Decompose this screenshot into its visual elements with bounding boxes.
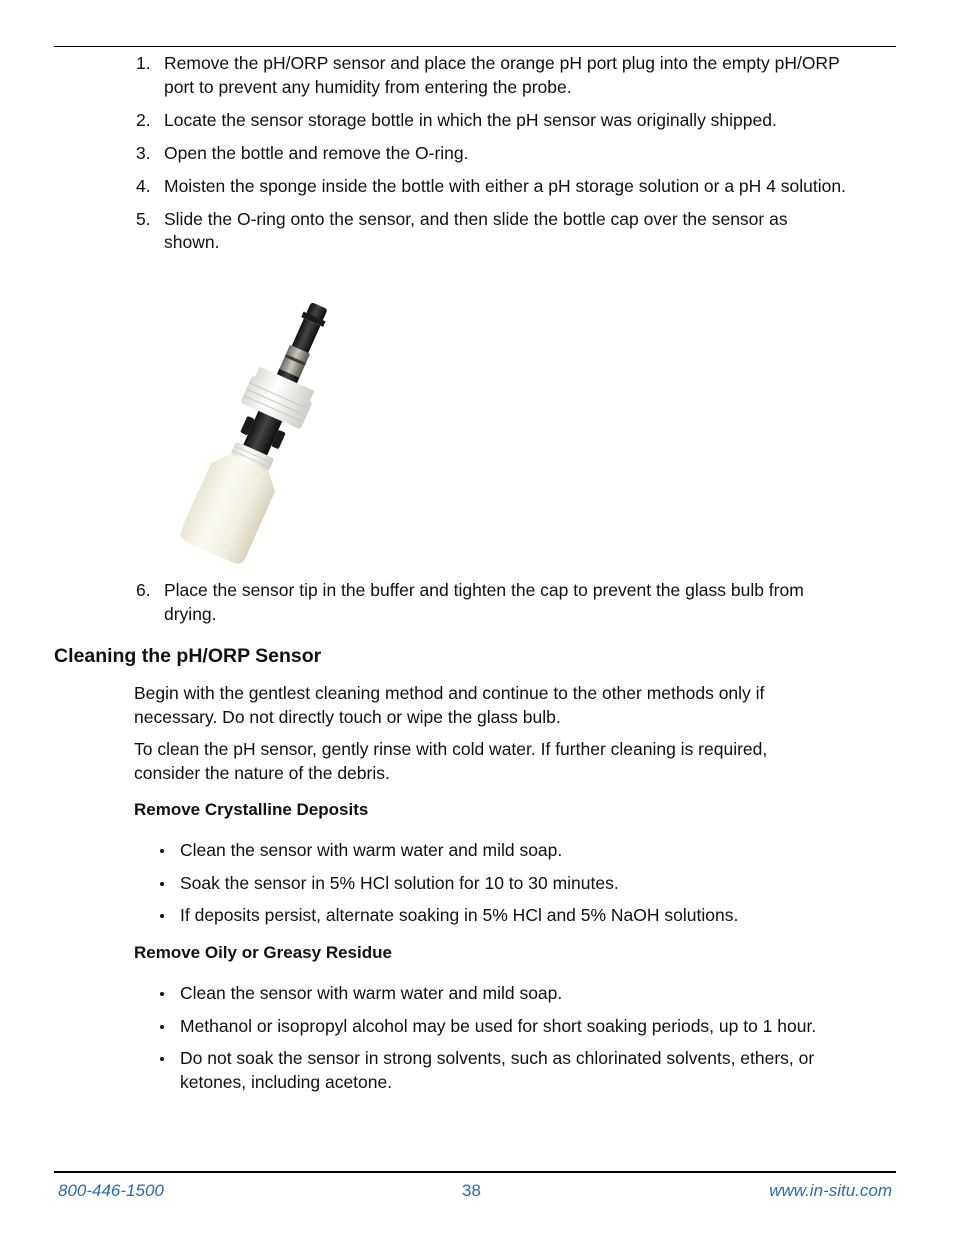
list-item (160, 1015, 860, 1039)
step-text: Locate the sensor storage bottle in which the pH sensor was originally shipped. (164, 109, 777, 130)
subsection-heading: Remove Oily or Greasy Residue (134, 943, 392, 962)
list-item (160, 1047, 860, 1094)
step-text: Remove the pH/ORP sensor and place the orange pH port plug into the empty pH/ORP port to prevent any humidity from entering the probe. (164, 53, 840, 97)
list-item (136, 208, 846, 255)
step-text: Open the bottle and remove the O-ring. (164, 142, 469, 163)
list-item (160, 872, 860, 896)
bullet-icon (160, 992, 164, 996)
bullet-text: Soak the sensor in 5% HCl solution for 10 to 30 minutes. (180, 872, 619, 893)
bullet-icon (160, 914, 164, 918)
footer-phone: 800-446-1500 (58, 1181, 164, 1200)
page-number: 38 (462, 1181, 481, 1200)
paragraph: Begin with the gentlest cleaning method and continue to the other methods only if necessary. Do not directly touch or wipe the glass bulb. (134, 683, 765, 727)
bullet-text: Clean the sensor with warm water and mild soap. (180, 840, 563, 860)
list-item (136, 109, 846, 133)
footer-website-link[interactable]: www.in-situ.com (769, 1181, 892, 1200)
footer-rule (54, 1171, 896, 1173)
list-item (160, 904, 860, 928)
steps-list-2 (136, 579, 846, 636)
list-item (136, 579, 846, 626)
bullet-list (160, 982, 860, 1103)
bullet-icon (160, 1057, 164, 1061)
step-text: Moisten the sponge inside the bottle with either a pH storage solution or a pH 4 solution. (164, 175, 846, 196)
list-item (160, 982, 860, 1006)
step-number: 4. (136, 175, 151, 196)
step-number: 6. (136, 580, 151, 600)
subsection-heading: Remove Crystalline Deposits (134, 800, 369, 819)
section-heading: Cleaning the pH/ORP Sensor (54, 645, 322, 667)
bullet-text: Methanol or isopropyl alcohol may be used for short soaking periods, up to 1 hour. (180, 1015, 817, 1036)
bullet-icon (160, 882, 164, 886)
bullet-icon (160, 849, 164, 853)
bullet-icon (160, 1025, 164, 1029)
step-number: 5. (136, 208, 151, 229)
step-number: 2. (136, 109, 151, 130)
step-text: Slide the O-ring onto the sensor, and then slide the bottle cap over the sensor as shown. (164, 208, 788, 252)
step-number: 1. (136, 53, 151, 73)
list-item (160, 839, 860, 863)
bullet-text: If deposits persist, alternate soaking in 5% HCl and 5% NaOH solutions. (180, 905, 739, 925)
sensor-bottle-photo (160, 292, 370, 564)
paragraph: To clean the pH sensor, gently rinse with cold water. If further cleaning is required, consider the nature of the debris. (134, 739, 768, 783)
step-text: Place the sensor tip in the buffer and tighten the cap to prevent the glass bulb from drying. (164, 580, 804, 624)
step-number: 3. (136, 142, 151, 163)
header-rule (54, 46, 896, 47)
bullet-list (160, 839, 860, 937)
bullet-text: Do not soak the sensor in strong solvents, such as chlorinated solvents, ethers, or ketones, including acetone. (180, 1048, 815, 1092)
sensor-bottle-illustration (160, 292, 370, 564)
list-item (136, 175, 846, 199)
list-item (136, 142, 846, 166)
list-item (136, 52, 846, 99)
steps-list-1 (136, 52, 846, 264)
bullet-text: Clean the sensor with warm water and mild soap. (180, 983, 563, 1003)
